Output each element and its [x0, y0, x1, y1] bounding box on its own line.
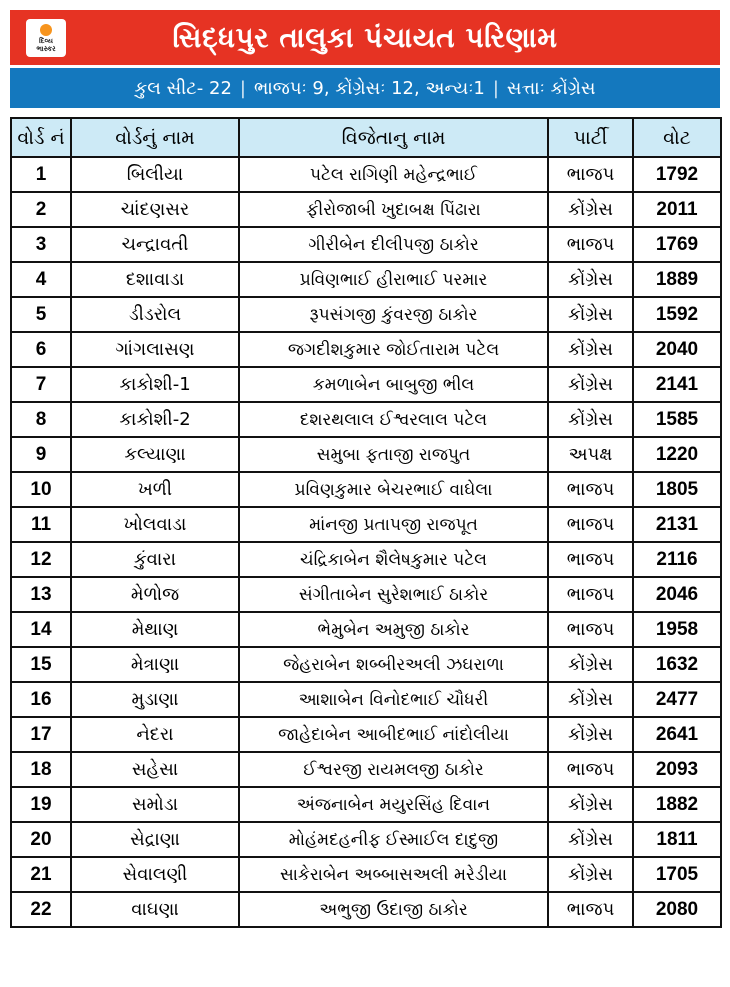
- votes-cell: 1585: [633, 402, 721, 437]
- party-cell: કોંગ્રેસ: [548, 857, 633, 892]
- ward-no-cell: 14: [11, 612, 71, 647]
- winner-name-cell: ગીરીબેન દીલીપજી ઠાકોર: [239, 227, 548, 262]
- votes-cell: 1705: [633, 857, 721, 892]
- party-cell: ભાજપ: [548, 227, 633, 262]
- party-cell: કોંગ્રેસ: [548, 402, 633, 437]
- ward-no-cell: 1: [11, 157, 71, 192]
- ward-no-cell: 16: [11, 682, 71, 717]
- votes-cell: 1882: [633, 787, 721, 822]
- winner-name-cell: ફીરોજાબી ખુદાબક્ષ પિંઢારા: [239, 192, 548, 227]
- summary-party-seats: ભાજપઃ 9, કોંગ્રેસઃ 12, અન્યઃ1: [253, 77, 485, 99]
- header-party: પાર્ટી: [548, 118, 633, 157]
- sun-icon: [40, 24, 52, 36]
- ward-no-cell: 12: [11, 542, 71, 577]
- party-cell: અપક્ષ: [548, 437, 633, 472]
- ward-name-cell: મેથાણ: [71, 612, 239, 647]
- table-row: [11, 717, 721, 752]
- party-cell: ભાજપ: [548, 892, 633, 927]
- ward-name-cell: ચન્દ્રાવતી: [71, 227, 239, 262]
- party-cell: ભાજપ: [548, 542, 633, 577]
- ward-no-cell: 13: [11, 577, 71, 612]
- winner-name-cell: પ્રવિણકુમાર બેચરભાઈ વાઘેલા: [239, 472, 548, 507]
- table-row: [11, 857, 721, 892]
- table-row: [11, 577, 721, 612]
- ward-no-cell: 20: [11, 822, 71, 857]
- party-cell: કોંગ્રેસ: [548, 682, 633, 717]
- votes-cell: 2046: [633, 577, 721, 612]
- ward-name-cell: બિલીયા: [71, 157, 239, 192]
- ward-no-cell: 18: [11, 752, 71, 787]
- winner-name-cell: ભેમુબેન અમુજી ઠાકોર: [239, 612, 548, 647]
- ward-no-cell: 10: [11, 472, 71, 507]
- votes-cell: 1805: [633, 472, 721, 507]
- summary-total-seats: કુલ સીટ- 22: [134, 77, 232, 99]
- votes-cell: 1889: [633, 262, 721, 297]
- logo-line-2: ભાસ્કર: [36, 44, 56, 53]
- winner-name-cell: સાકેરાબેન અબ્બાસઅલી મરેડીયા: [239, 857, 548, 892]
- table-row: [11, 472, 721, 507]
- winner-name-cell: માંનજી પ્રતાપજી રાજપૂત: [239, 507, 548, 542]
- ward-no-cell: 22: [11, 892, 71, 927]
- ward-no-cell: 3: [11, 227, 71, 262]
- ward-no-cell: 4: [11, 262, 71, 297]
- table-row: [11, 332, 721, 367]
- ward-name-cell: વાઘણા: [71, 892, 239, 927]
- ward-name-cell: ડીડરોલ: [71, 297, 239, 332]
- ward-name-cell: સહેસા: [71, 752, 239, 787]
- summary-separator: |: [492, 77, 499, 99]
- summary-power: સત્તાઃ કોંગ્રેસ: [506, 77, 596, 99]
- ward-name-cell: ખળી: [71, 472, 239, 507]
- ward-name-cell: ચાંદણસર: [71, 192, 239, 227]
- votes-cell: 1220: [633, 437, 721, 472]
- ward-no-cell: 5: [11, 297, 71, 332]
- summary-bar: [10, 68, 720, 108]
- ward-no-cell: 8: [11, 402, 71, 437]
- results-table: [10, 117, 722, 928]
- table-row: [11, 892, 721, 927]
- table-row: [11, 682, 721, 717]
- votes-cell: 1592: [633, 297, 721, 332]
- table-row: [11, 227, 721, 262]
- table-row: [11, 787, 721, 822]
- votes-cell: 2641: [633, 717, 721, 752]
- summary-separator: |: [239, 77, 246, 99]
- party-cell: ભાજપ: [548, 752, 633, 787]
- winner-name-cell: પટેલ રાગિણી મહેન્દ્રભાઈ: [239, 157, 548, 192]
- ward-no-cell: 19: [11, 787, 71, 822]
- votes-cell: 1792: [633, 157, 721, 192]
- winner-name-cell: સમુબા ફતાજી રાજપુત: [239, 437, 548, 472]
- ward-name-cell: મેળોજ: [71, 577, 239, 612]
- table-row: [11, 752, 721, 787]
- party-cell: કોંગ્રેસ: [548, 262, 633, 297]
- table-row: [11, 192, 721, 227]
- divya-bhaskar-logo: [26, 19, 66, 57]
- party-cell: ભાજપ: [548, 157, 633, 192]
- votes-cell: 2093: [633, 752, 721, 787]
- ward-name-cell: કુંવારા: [71, 542, 239, 577]
- table-row: [11, 822, 721, 857]
- winner-name-cell: રૂપસંગજી કુંવરજી ઠાકોર: [239, 297, 548, 332]
- winner-name-cell: અંજનાબેન મયુરસિંહ દિવાન: [239, 787, 548, 822]
- party-cell: કોંગ્રેસ: [548, 297, 633, 332]
- winner-name-cell: ઈશ્વરજી રાયમલજી ઠાકોર: [239, 752, 548, 787]
- party-cell: કોંગ્રેસ: [548, 367, 633, 402]
- ward-no-cell: 17: [11, 717, 71, 752]
- ward-name-cell: મેત્રાણા: [71, 647, 239, 682]
- ward-name-cell: સમોડા: [71, 787, 239, 822]
- ward-name-cell: કાકોશી-2: [71, 402, 239, 437]
- table-header-row: [11, 118, 721, 157]
- page-title: સિદ્ધપુર તાલુકા પંચાયત પરિણામ: [172, 20, 558, 54]
- party-cell: ભાજપ: [548, 472, 633, 507]
- table-row: [11, 437, 721, 472]
- ward-name-cell: ખોલવાડા: [71, 507, 239, 542]
- table-row: [11, 297, 721, 332]
- ward-name-cell: નેદરા: [71, 717, 239, 752]
- votes-cell: 1958: [633, 612, 721, 647]
- ward-no-cell: 6: [11, 332, 71, 367]
- votes-cell: 2040: [633, 332, 721, 367]
- ward-name-cell: ગાંગલાસણ: [71, 332, 239, 367]
- ward-no-cell: 21: [11, 857, 71, 892]
- ward-no-cell: 7: [11, 367, 71, 402]
- ward-name-cell: દશાવાડા: [71, 262, 239, 297]
- winner-name-cell: જેહરાબેન શબ્બીરઅલી ઝઘરાળા: [239, 647, 548, 682]
- votes-cell: 1769: [633, 227, 721, 262]
- winner-name-cell: પ્રવિણભાઈ હીરાભાઈ પરમાર: [239, 262, 548, 297]
- party-cell: કોંગ્રેસ: [548, 717, 633, 752]
- ward-no-cell: 2: [11, 192, 71, 227]
- party-cell: કોંગ્રેસ: [548, 192, 633, 227]
- title-bar: [10, 10, 720, 65]
- header-votes: વોટ: [633, 118, 721, 157]
- ward-name-cell: મુડાણા: [71, 682, 239, 717]
- votes-cell: 1632: [633, 647, 721, 682]
- party-cell: ભાજપ: [548, 507, 633, 542]
- party-cell: કોંગ્રેસ: [548, 647, 633, 682]
- party-cell: ભાજપ: [548, 577, 633, 612]
- party-cell: ભાજપ: [548, 612, 633, 647]
- table-row: [11, 367, 721, 402]
- table-row: [11, 262, 721, 297]
- winner-name-cell: સંગીતાબેન સુરેશભાઈ ઠાકોર: [239, 577, 548, 612]
- votes-cell: 2080: [633, 892, 721, 927]
- table-body: [11, 157, 721, 927]
- votes-cell: 2011: [633, 192, 721, 227]
- table-row: [11, 542, 721, 577]
- table-row: [11, 157, 721, 192]
- ward-name-cell: કલ્યાણા: [71, 437, 239, 472]
- ward-no-cell: 15: [11, 647, 71, 682]
- party-cell: કોંગ્રેસ: [548, 822, 633, 857]
- winner-name-cell: દશરથલાલ ઈશ્વરલાલ પટેલ: [239, 402, 548, 437]
- votes-cell: 1811: [633, 822, 721, 857]
- header-winner-name: વિજેતાનુ નામ: [239, 118, 548, 157]
- winner-name-cell: જગદીશકુમાર જોઈતારામ પટેલ: [239, 332, 548, 367]
- winner-name-cell: મોહંમદહનીફ ઈસ્માઈલ દાદુજી: [239, 822, 548, 857]
- votes-cell: 2141: [633, 367, 721, 402]
- votes-cell: 2116: [633, 542, 721, 577]
- table-row: [11, 647, 721, 682]
- ward-name-cell: કાકોશી-1: [71, 367, 239, 402]
- party-cell: કોંગ્રેસ: [548, 787, 633, 822]
- header-ward-name: વોર્ડનું નામ: [71, 118, 239, 157]
- ward-no-cell: 11: [11, 507, 71, 542]
- winner-name-cell: કમળાબેન બાબુજી ભીલ: [239, 367, 548, 402]
- ward-name-cell: સેદ્રાણા: [71, 822, 239, 857]
- table-row: [11, 612, 721, 647]
- logo-line-1: દિવ્ય: [39, 36, 53, 45]
- winner-name-cell: આશાબેન વિનોદભાઈ ચૌધરી: [239, 682, 548, 717]
- winner-name-cell: અભુજી ઉદાજી ઠાકોર: [239, 892, 548, 927]
- party-cell: કોંગ્રેસ: [548, 332, 633, 367]
- ward-name-cell: સેવાલણી: [71, 857, 239, 892]
- header-ward-no: વોર્ડ નં: [11, 118, 71, 157]
- table-row: [11, 507, 721, 542]
- table-row: [11, 402, 721, 437]
- winner-name-cell: જાહેદાબેન આબીદભાઈ નાંદોલીયા: [239, 717, 548, 752]
- votes-cell: 2131: [633, 507, 721, 542]
- votes-cell: 2477: [633, 682, 721, 717]
- ward-no-cell: 9: [11, 437, 71, 472]
- winner-name-cell: ચંદ્રિકાબેન શૈલેષકુમાર પટેલ: [239, 542, 548, 577]
